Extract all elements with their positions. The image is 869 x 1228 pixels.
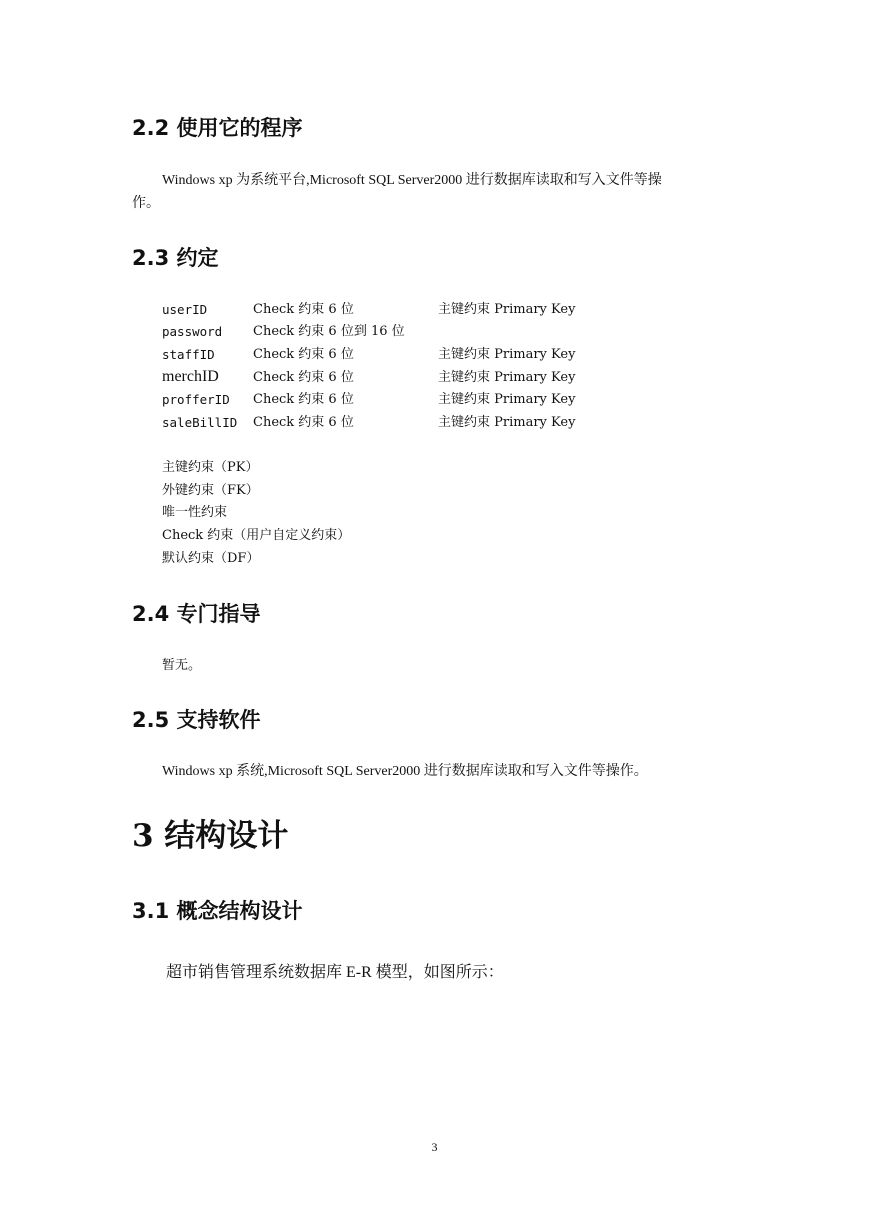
check-constraint: Check 约束 6 位 <box>253 302 354 317</box>
check-constraint: Check 约束 6 位到 16 位 <box>253 324 405 339</box>
list-item: 主键约束（PK） <box>162 460 259 475</box>
section-heading-2-2: 2.2 使用它的程序 <box>132 116 303 140</box>
section-2-2-paragraph-line-1: Windows xp 为系统平台,Microsoft SQL Server2000 进行数据库读取和写入文件等操 <box>162 173 662 188</box>
key-constraint: 主键约束 Primary Key <box>438 370 576 385</box>
list-item: 默认约束（DF） <box>162 551 260 566</box>
field-name: profferID <box>162 392 230 407</box>
key-constraint: 主键约束 Primary Key <box>438 392 576 407</box>
section-2-2-paragraph-line-2: 作。 <box>132 196 160 211</box>
section-3-1-text: 超市销售管理系统数据库 E-R 模型，如图所示： <box>166 964 504 981</box>
page-number: 3 <box>431 1140 438 1154</box>
section-2-5-text: Windows xp 系统,Microsoft SQL Server2000 进行数据库读取和写入文件等操作。 <box>162 764 648 779</box>
section-heading-2-4: 2.4 专门指导 <box>132 602 261 626</box>
chapter-heading-3: 3 结构设计 <box>132 818 289 854</box>
section-heading-2-3: 2.3 约定 <box>132 246 219 270</box>
field-name: password <box>162 324 223 339</box>
list-item: 外键约束（FK） <box>162 483 259 498</box>
section-heading-3-1: 3.1 概念结构设计 <box>132 899 303 923</box>
field-name: staffID <box>162 347 215 362</box>
section-2-4-text: 暂无。 <box>162 658 202 673</box>
check-constraint: Check 约束 6 位 <box>253 347 354 362</box>
check-constraint: Check 约束 6 位 <box>253 392 354 407</box>
field-name: saleBillID <box>162 415 238 430</box>
list-item: Check 约束（用户自定义约束） <box>162 528 351 543</box>
key-constraint: 主键约束 Primary Key <box>438 415 576 430</box>
list-item: 唯一性约束 <box>162 505 228 520</box>
key-constraint: 主键约束 Primary Key <box>438 347 576 362</box>
check-constraint: Check 约束 6 位 <box>253 415 354 430</box>
key-constraint: 主键约束 Primary Key <box>438 302 576 317</box>
check-constraint: Check 约束 6 位 <box>253 370 354 385</box>
field-name: merchID <box>162 368 219 385</box>
section-heading-2-5: 2.5 支持软件 <box>132 708 261 732</box>
field-name: userID <box>162 302 208 317</box>
